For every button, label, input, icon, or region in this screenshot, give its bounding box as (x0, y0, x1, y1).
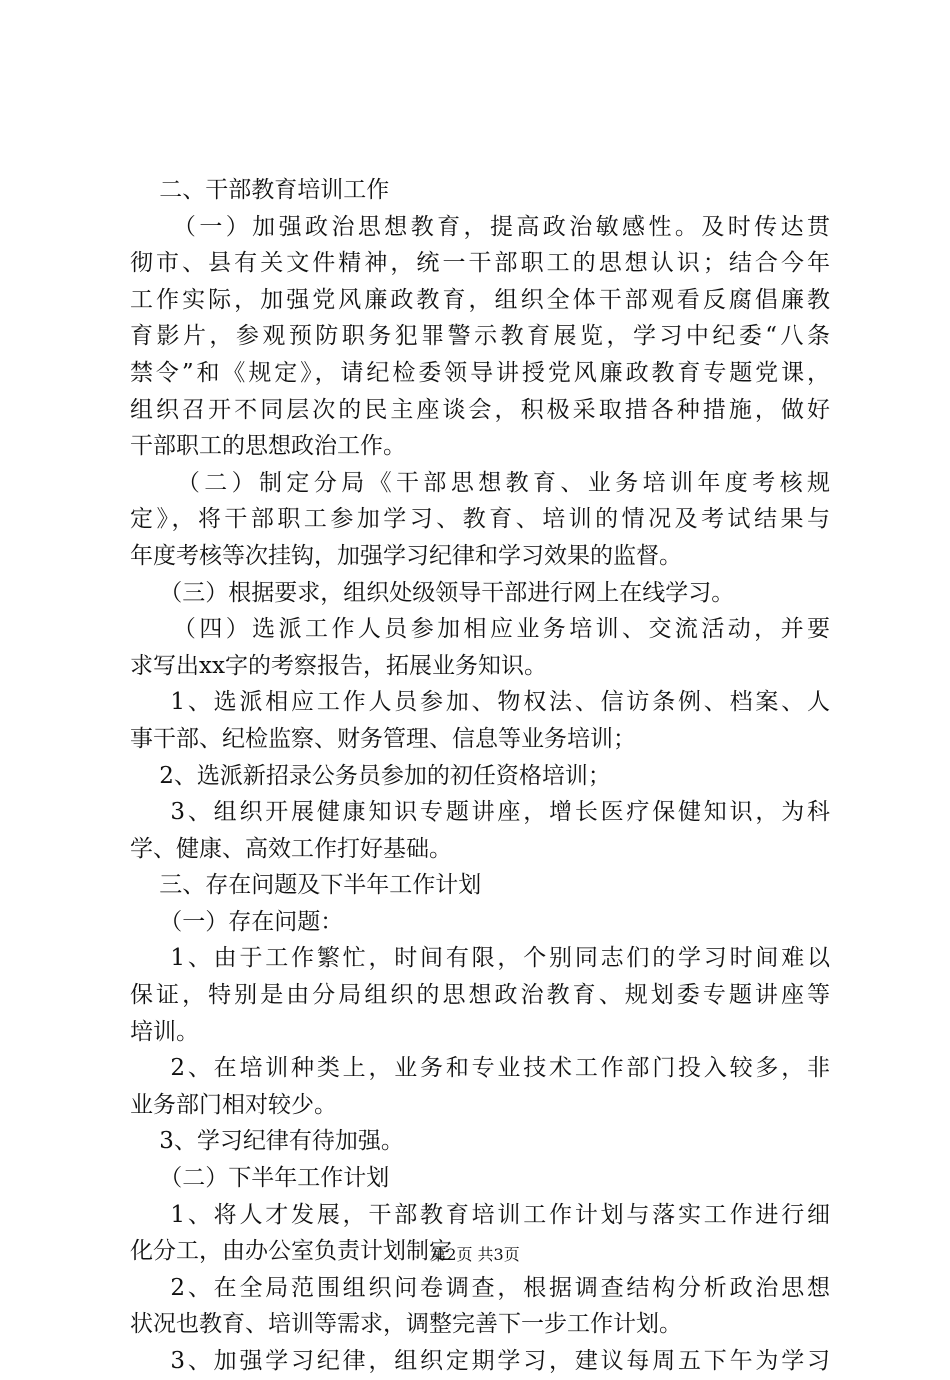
paragraph-line: 事干部、纪检监察、财务管理、信息等业务培训； (130, 725, 636, 752)
paragraph-line: 培训。 (130, 1018, 199, 1045)
paragraph-line: 1、将人才发展，干部教育培训工作计划与落实工作进行细 (130, 1201, 830, 1228)
paragraph-line: 3、加强学习纪律，组织定期学习，建议每周五下午为学习 (130, 1348, 830, 1374)
paragraph-line: 学、健康、高效工作打好基础。 (130, 835, 452, 862)
paragraph-line: 状况也教育、培训等需求，调整完善下一步工作计划。 (130, 1311, 682, 1338)
paragraph-line: 化分工，由办公室负责计划制定 (130, 1238, 452, 1265)
paragraph-line: 年度考核等次挂钩，加强学习纪律和学习效果的监督。 (130, 542, 682, 569)
section-heading: 三、存在问题及下半年工作计划 (130, 872, 482, 899)
section-heading: 二、干部教育培训工作 (130, 177, 390, 203)
paragraph-line: （一）加强政治思想教育，提高政治敏感性。及时传达贯 (130, 213, 830, 240)
subsection-heading: （一）存在问题： (130, 908, 344, 935)
subsection-heading: （二）下半年工作计划 (130, 1165, 390, 1192)
paragraph-line: 1、选派相应工作人员参加、物权法、信访条例、档案、人 (130, 689, 830, 716)
paragraph-line: 3、组织开展健康知识专题讲座，增长医疗保健知识，为科 (130, 799, 830, 826)
paragraph-line: 3、学习纪律有待加强。 (130, 1128, 404, 1155)
paragraph-line: 1、由于工作繁忙，时间有限，个别同志们的学习时间难以 (130, 945, 830, 972)
paragraph-line: 组织召开不同层次的民主座谈会，积极采取措各种措施，做好 (130, 396, 830, 423)
paragraph-line: 定》，将干部职工参加学习、教育、培训的情况及考试结果与 (130, 506, 830, 533)
paragraph-line: 育影片，参观预防职务犯罪警示教育展览，学习中纪委“八条 (130, 323, 830, 350)
paragraph-line: 彻市、县有关文件精神，统一干部职工的思想认识；结合今年 (130, 250, 830, 277)
paragraph-line: （三）根据要求，组织处级领导干部进行网上在线学习。 (130, 579, 735, 606)
document-body (130, 172, 830, 1380)
paragraph-line: 业务部门相对较少。 (130, 1091, 337, 1118)
paragraph-line: （四）选派工作人员参加相应业务培训、交流活动，并要 (130, 616, 830, 643)
paragraph-line: （二）制定分局《干部思想教育、业务培训年度考核规 (130, 469, 830, 496)
paragraph-line: 2、选派新招录公务员参加的初任资格培训； (130, 762, 611, 789)
paragraph-line: 工作实际，加强党风廉政教育，组织全体干部观看反腐倡廉教 (130, 286, 830, 313)
paragraph-line: 干部职工的思想政治工作。 (130, 433, 406, 460)
page-footer: 第2页 共3页 (430, 1245, 520, 1264)
paragraph-line: 求写出xx字的考察报告，拓展业务知识。 (130, 652, 547, 679)
paragraph-line: 2、在培训种类上，业务和专业技术工作部门投入较多，非 (130, 1055, 830, 1082)
paragraph-line: 禁令”和《规定》，请纪检委领导讲授党风廉政教育专题党课， (130, 359, 830, 386)
paragraph-line: 2、在全局范围组织问卷调查，根据调查结构分析政治思想 (130, 1274, 830, 1301)
paragraph-line: 保证，特别是由分局组织的思想政治教育、规划委专题讲座等 (130, 982, 830, 1009)
